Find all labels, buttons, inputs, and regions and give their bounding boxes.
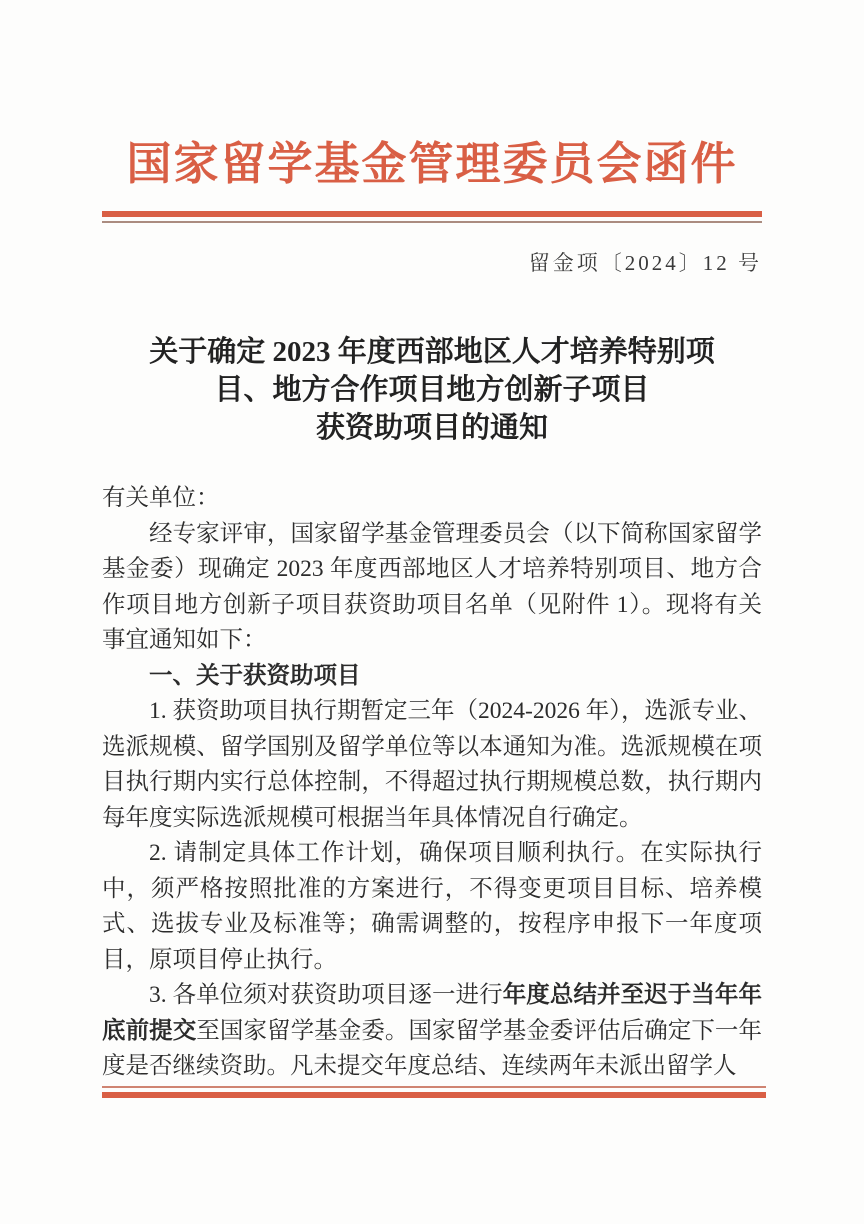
divider-thin-line bbox=[102, 221, 762, 223]
letterhead-divider bbox=[102, 211, 762, 223]
footer-thin-line bbox=[102, 1086, 766, 1088]
item-paragraph-2 bbox=[102, 836, 762, 978]
item-paragraph-3 bbox=[102, 978, 762, 1085]
page-footer-divider bbox=[102, 1086, 766, 1098]
intro-paragraph: 经专家评审，国家留学基金管理委员会（以下简称国家留学基金委）现确定 2023 年度西部地区人才培养特别项目、地方合作项目地方创新子项目获资助项目名单（见附件 1）。现将有关事宜通知如下： bbox=[102, 520, 762, 654]
salutation: 有关单位： bbox=[102, 485, 220, 512]
text-run: 至国家留学基金委。国家留学基金委评估后确定下一年度是否继续资助。凡未提交年度总结、连续两年未派出留学人 bbox=[102, 1017, 762, 1080]
item-paragraph-1 bbox=[102, 694, 762, 836]
footer-thick-line bbox=[102, 1092, 766, 1098]
section-heading: 一、关于获资助项目 bbox=[149, 662, 361, 689]
notice-text bbox=[102, 481, 762, 1085]
notice-title-line-1: 关于确定 2023 年度西部地区人才培养特别项 bbox=[149, 336, 715, 369]
document-number: 留金项〔2024〕12 号 bbox=[528, 251, 762, 276]
notice-title bbox=[102, 333, 762, 447]
letterhead bbox=[102, 0, 762, 277]
text-run: 2. 请制定具体工作计划，确保项目顺利执行。在实际执行中，须严格按照批准的方案进行，不得变更项目目标、培养模式、选拔专业及标准等；确需调整的，按程序申报下一年度项目，原项目停止执行。 bbox=[102, 840, 762, 973]
text-run: 1. 获资助项目执行期暂定三年（2024-2026 年），选派专业、选派规模、留学国别及留学单位等以本通知为准。选派规模在项目执行期内实行总体控制，不得超过执行期规模总数，执行期内每年度实际选派规模可根据当年具体情况自行确定。 bbox=[102, 698, 762, 831]
text-run: 3. 各单位须对获资助项目逐一进行 bbox=[149, 982, 503, 1009]
text-run: 年度总结并至迟于当年年底前提交 bbox=[102, 982, 763, 1044]
notice-body bbox=[102, 333, 762, 1085]
letterhead-title: 国家留学基金管理委员会函件 bbox=[126, 139, 738, 189]
notice-title-line-3: 获资助项目的通知 bbox=[315, 412, 548, 445]
divider-thick-line bbox=[102, 211, 762, 217]
notice-title-line-2: 目、地方合作项目地方创新子项目 bbox=[214, 374, 650, 407]
